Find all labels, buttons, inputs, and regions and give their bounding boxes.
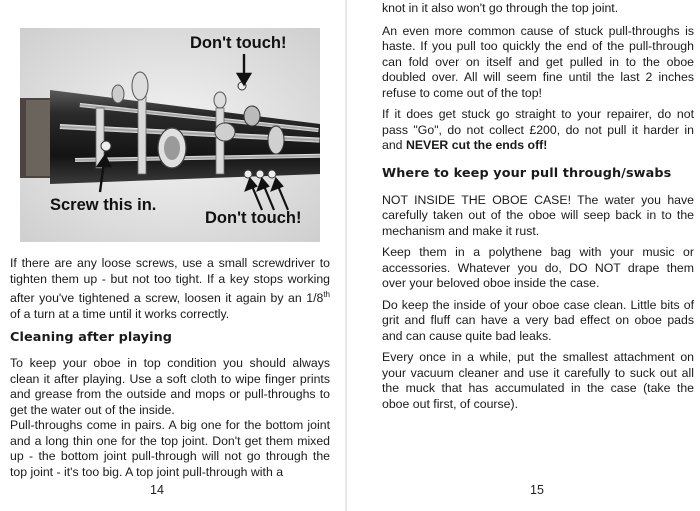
loose-screws-paragraph: [10, 256, 330, 322]
haste-paragraph: An even more common cause of stuck pull-throughs is haste. If you pull too quickly the end of the pull-through can fold over on itself and get pulled in to the oboe doubled over. All will seem fine until the last 2 inches refuse to come out of the top!: [382, 23, 694, 100]
not-in-case-paragraph: NOT INSIDE THE OBOE CASE! The water you have carefully taken out of the oboe will seep back in to the mechanism and make it rust.: [382, 192, 694, 238]
polythene-bag-paragraph: Keep them in a polythene bag with your music or accessories. Whatever you do, DO NOT drape them over your beloved oboe inside the case.: [382, 245, 694, 290]
photo-caption-right: Don't touch!: [205, 209, 302, 227]
photo-caption-top: Don't touch!: [190, 34, 287, 52]
vacuum-paragraph: Every once in a while, put the smallest attachment on your vacuum cleaner and use it carefully to suck out all the muck that has accumulated in the case (take the oboe out first, of course).: [382, 350, 694, 411]
photo-caption-left: Screw this in.: [50, 196, 157, 214]
page-number-left: 14: [150, 483, 164, 497]
loose-screws-text: If there are any loose screws, use a small screwdriver to tighten them up - but not too tight. If a key stops working after you've tightened a screw, loosen it again by an 1/8: [10, 256, 330, 306]
page-number-right: 15: [530, 483, 544, 497]
case-clean-paragraph: Do keep the inside of your oboe case clean. Little bits of grit and fluff can have a very bad effect on oboe pads and can cause quite bad leaks.: [382, 297, 694, 343]
ordinal-suffix: th: [323, 290, 330, 299]
page-gutter: [345, 0, 347, 511]
cleaning-paragraph: To keep your oboe in top condition you should always clean it after playing. Use a soft cloth to wipe finger prints and grease from the outside and mops or pull-throughs to get the water out of the inside.: [10, 356, 330, 417]
section-heading-storage: Where to keep your pull through/swabs: [382, 165, 672, 181]
section-heading-cleaning: Cleaning after playing: [10, 330, 173, 346]
pull-throughs-paragraph: Pull-throughs come in pairs. A big one for the bottom joint and a long thin one for the top joint. Don't get them mixed up - the bottom joint pull-through will not go through the top joint - it's too big. A top joint pull-through with a: [10, 418, 330, 479]
stuck-text: If it does get stuck go straight to your repairer, do not pass "Go", do not collect £200, do not pull it harder in and: [382, 107, 694, 152]
never-cut-warning: NEVER cut the ends off!: [405, 138, 548, 152]
right-page-text: [382, 0, 694, 412]
oboe-photo: [20, 28, 320, 242]
right-page: [352, 0, 700, 511]
left-page: [0, 0, 340, 511]
knot-paragraph: knot in it also won't go through the top joint.: [382, 1, 619, 15]
left-page-text: [10, 256, 330, 480]
loose-screws-text-end: of a turn at a time until it works correctly.: [10, 306, 230, 321]
stuck-paragraph: [382, 107, 694, 154]
